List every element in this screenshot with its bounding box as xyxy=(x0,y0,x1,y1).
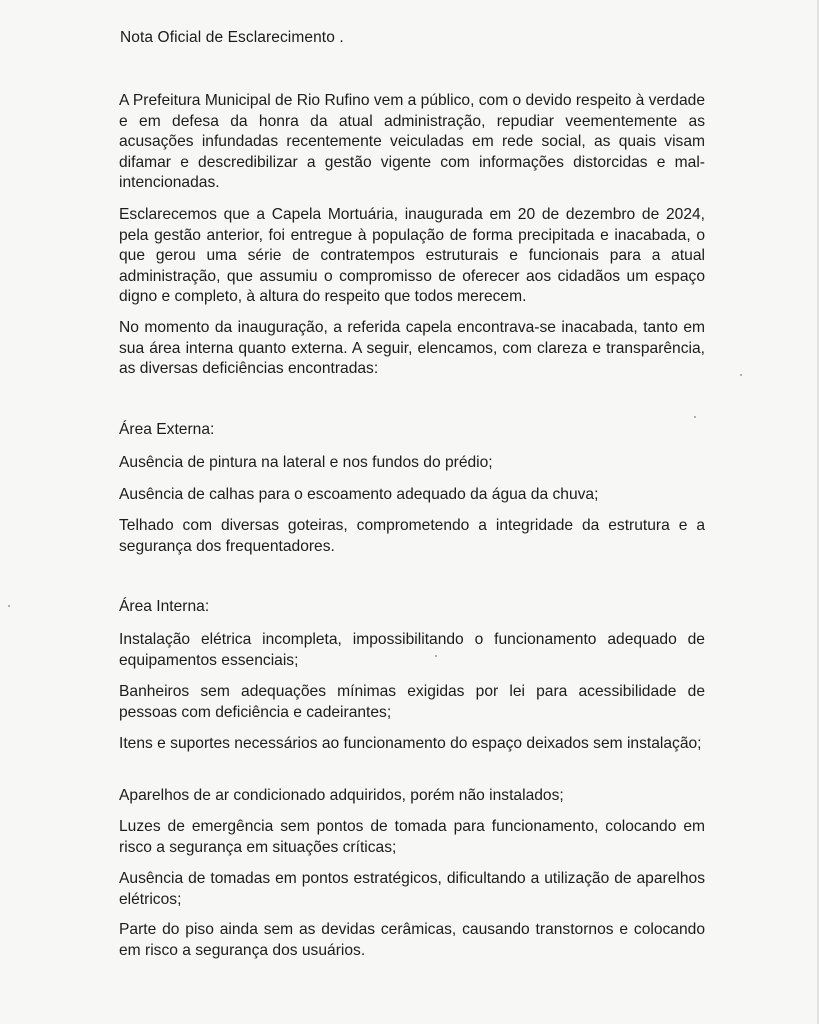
scan-speck xyxy=(740,374,742,376)
document-title: Nota Oficial de Esclarecimento . xyxy=(120,29,344,46)
internal-item: Instalação elétrica incompleta, impossibilitando o funcionamento adequado de equipamentos essenciais; xyxy=(119,631,705,669)
internal-item: Banheiros sem adequações mínimas exigidas por lei para acessibilidade de pessoas com deficiência e cadeirantes; xyxy=(119,683,705,721)
internal-item: Aparelhos de ar condicionado adquiridos, porém não instalados; xyxy=(119,787,564,804)
scan-speck xyxy=(8,605,10,607)
internal-item: Ausência de tomadas em pontos estratégicos, dificultando a utilização de aparelhos elétricos; xyxy=(119,870,705,908)
scan-speck xyxy=(435,655,437,657)
internal-item: Itens e suportes necessários ao funcionamento do espaço deixados sem instalação; xyxy=(119,735,702,752)
internal-item: Parte do piso ainda sem as devidas cerâmicas, causando transtornos e colocando em risco a segurança dos usuários. xyxy=(119,921,705,959)
external-item: Telhado com diversas goteiras, comprometendo a integridade da estrutura e a segurança dos frequentadores. xyxy=(119,517,705,555)
internal-item: Luzes de emergência sem pontos de tomada para funcionamento, colocando em risco a segurança em situações críticas; xyxy=(119,818,705,856)
external-item: Ausência de calhas para o escoamento adequado da água da chuva; xyxy=(119,486,599,503)
internal-area-heading: Área Interna: xyxy=(119,598,210,615)
paragraph-intro: A Prefeitura Municipal de Rio Rufino vem a público, com o devido respeito à verdade e em defesa da honra da atual administração, repudiar veementemente as acusações infundadas recentemente veiculadas em rede social, as quais visam difamar e descredibilizar a gestão vigente com informações distorcidas e mal-intencionadas. xyxy=(119,92,705,192)
external-item: Ausência de pintura na lateral e nos fundos do prédio; xyxy=(119,454,493,471)
external-area-heading: Área Externa: xyxy=(119,421,215,438)
scan-speck xyxy=(694,416,696,418)
paragraph-deficiencies-intro: No momento da inauguração, a referida capela encontrava-se inacabada, tanto em sua área interna quanto externa. A seguir, elencamos, com clareza e transparência, as diversas deficiências encontradas: xyxy=(119,319,705,378)
paragraph-chapel-delivery: Esclarecemos que a Capela Mortuária, inaugurada em 20 de dezembro de 2024, pela gestão anterior, foi entregue à população de forma precipitada e inacabada, o que gerou uma série de contratempos estruturais e funcionais para a atual administração, que assumiu o compromisso de oferecer aos cidadãos um espaço digno e completo, à altura do respeito que todos merecem. xyxy=(119,206,705,306)
